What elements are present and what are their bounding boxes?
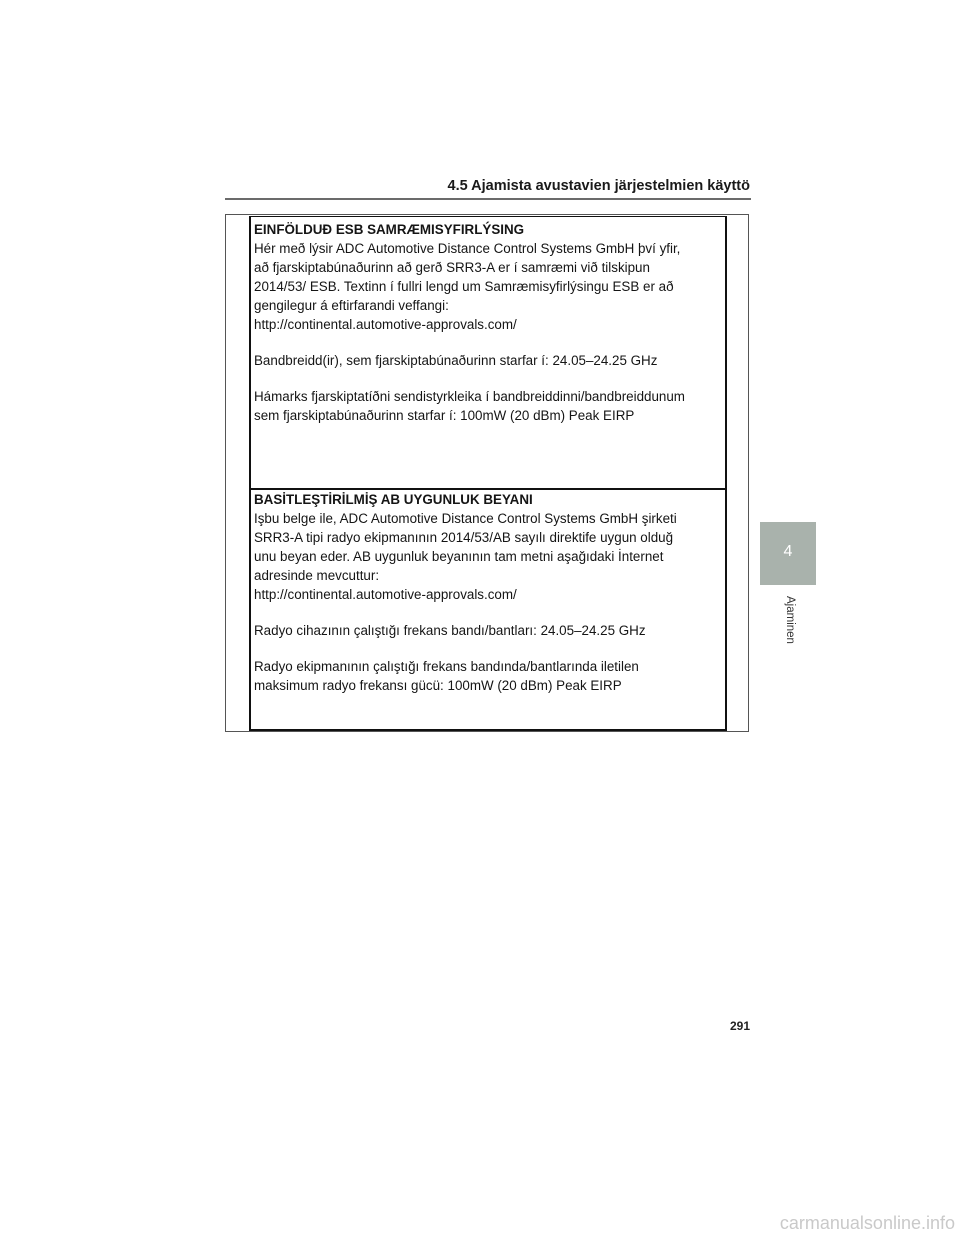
turkish-line: SRR3-A tipi radyo ekipmanının 2014/53/AB sayılı direktife uygun olduğ <box>254 530 674 545</box>
chapter-label-wrapper <box>782 596 796 644</box>
icelandic-url: http://continental.automotive-approvals.com/ <box>254 317 517 332</box>
icelandic-title: EINFÖLDUÐ ESB SAMRÆMISYFIRLÝSING <box>254 222 525 237</box>
header-rule <box>225 198 751 200</box>
turkish-bandwidth: Radyo cihazının çalıştığı frekans bandı/bantları: 24.05–24.25 GHz <box>254 623 646 638</box>
page-number: 291 <box>729 1019 750 1033</box>
turkish-line: adresinde mevcuttur: <box>254 568 380 583</box>
icelandic-bandwidth: Bandbreidd(ir), sem fjarskiptabúnaðurinn starfar í: 24.05–24.25 GHz <box>254 353 658 368</box>
chapter-label: Ajaminen <box>784 596 796 644</box>
turkish-power-line: maksimum radyo frekansı gücü: 100mW (20 dBm) Peak EIRP <box>254 678 622 693</box>
icelandic-power-line: Hámarks fjarskiptatíðni sendistyrkleika í bandbreiddinni/bandbreiddunum <box>254 389 685 404</box>
watermark: carmanualsonline.info <box>779 1213 955 1233</box>
icelandic-line: Hér með lýsir ADC Automotive Distance Control Systems GmbH því yfir, <box>254 241 681 256</box>
turkish-url: http://continental.automotive-approvals.com/ <box>254 587 517 602</box>
icelandic-line: að fjarskiptabúnaðurinn að gerð SRR3-A er í samræmi við tilskipun <box>254 260 650 275</box>
turkish-declaration <box>254 490 726 695</box>
turkish-title: BASİTLEŞTİRİLMİŞ AB UYGUNLUK BEYANI <box>254 492 533 507</box>
section-header: 4.5 Ajamista avustavien järjestelmien käyttö <box>447 178 750 194</box>
turkish-power-line: Radyo ekipmanının çalıştığı frekans bandında/bantlarında iletilen <box>254 659 639 674</box>
chapter-tab-number: 4 <box>783 543 793 560</box>
icelandic-declaration <box>254 220 726 425</box>
turkish-line: unu beyan eder. AB uygunluk beyanının tam metni aşağıdaki İnternet <box>254 549 664 564</box>
icelandic-line: 2014/53/ ESB. Textinn í fullri lengd um Samræmisyfirlýsingu ESB er að <box>254 279 674 294</box>
turkish-line: Işbu belge ile, ADC Automotive Distance Control Systems GmbH şirketi <box>254 511 677 526</box>
icelandic-line: gengilegur á eftirfarandi veffangi: <box>254 298 449 313</box>
icelandic-power-line: sem fjarskiptabúnaðurinn starfar í: 100mW (20 dBm) Peak EIRP <box>254 408 635 423</box>
